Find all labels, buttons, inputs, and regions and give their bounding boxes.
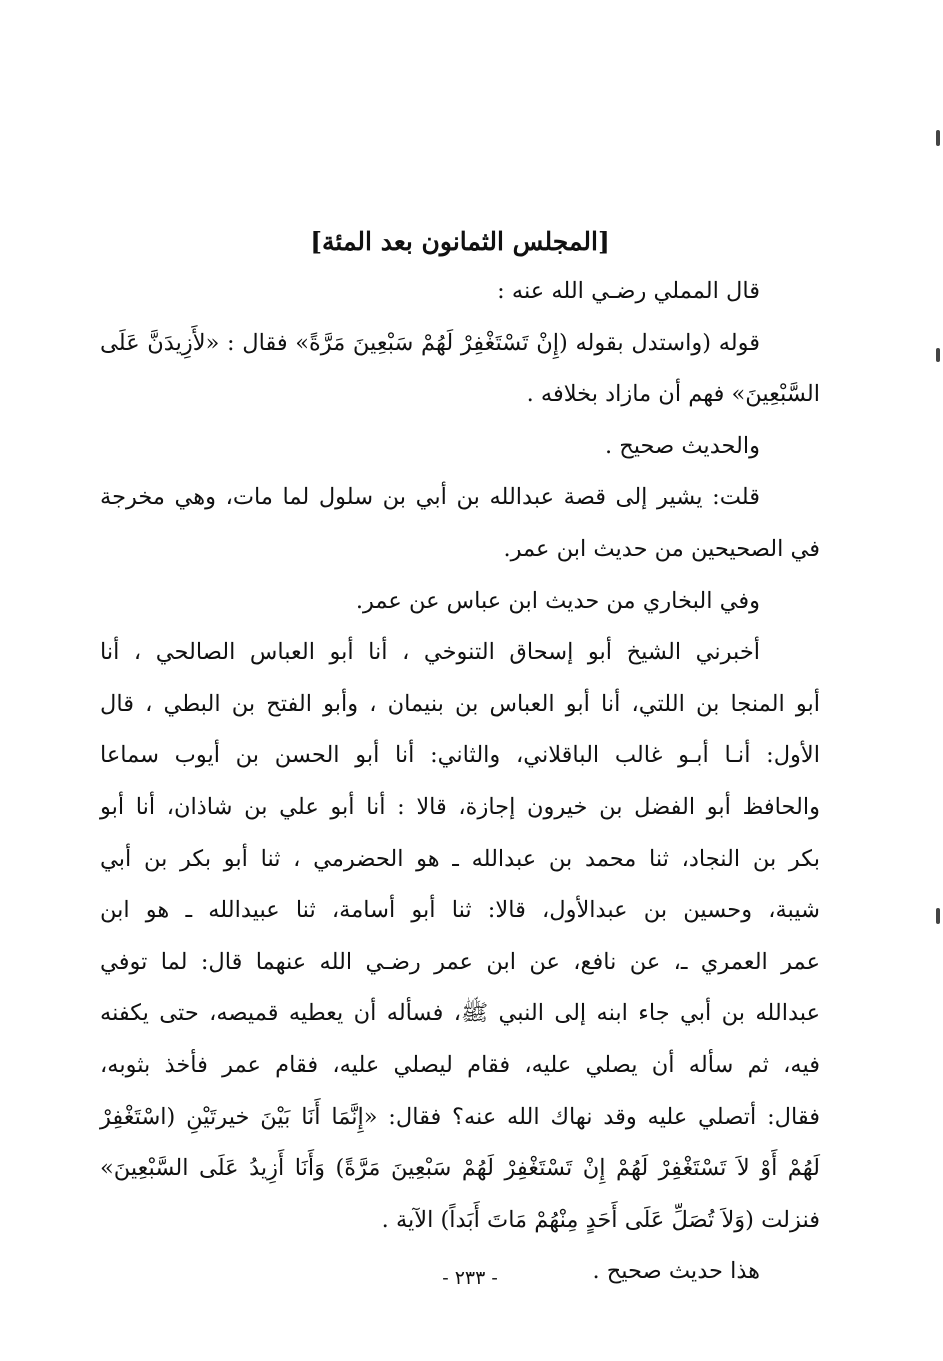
chapter-title: [المجلس الثمانون بعد المئة] [310,227,610,256]
scan-edge-mark [936,130,940,146]
text-line: عبدالله بن أبي جاء ابنه إلى النبي ﷺ، فسأله أن يعطيه قميصه، حتى يكفنه [100,1000,820,1027]
page-body [100,218,820,1298]
text-line: بكر بن النجاد، ثنا محمد بن عبدالله ـ هو الحضرمي ، ثنا أبو بكر بن أبي [100,845,820,872]
text-line: فيه، ثم سأله أن يصلي عليه، فقام ليصلي عليه، فقام عمر فأخذ بثوبه، [100,1051,820,1078]
text-line: قال المملي رضـي الله عنه : [497,278,760,304]
scan-edge-mark [936,348,940,362]
text-line: عمر العمري ـ، عن نافع، عن ابن عمر رضـي الله عنهما قال: لما توفي [100,948,820,975]
text-line: في الصحيحين من حديث ابن عمر. [503,535,820,562]
text-line: أخبرني الشيخ أبو إسحاق التنوخي ، أنا أبو العباس الصالحي ، أنا [100,639,760,666]
text-line: لَهُمْ أَوْ لاَ تَسْتَغْفِرْ لَهُمْ إِنْ تَسْتَغْفِرْ لَهُمْ سَبْعِينَ مَرَّةً) وَأَنَا أَزِيدُ عَلَى السَّبْعِينَ» [100,1155,820,1182]
text-line: قلت: يشير إلى قصة عبدالله بن أبي بن سلول لما مات، وهي مخرجة [100,484,760,511]
text-line: شيبة، وحسين بن عبدالأول، قالا: ثنا أبو أسامة، ثنا عبيدالله ـ هو ابن [100,897,820,924]
text-line: السَّبْعِينَ» فهم أن مازاد بخلافه . [526,381,820,408]
text-line: والحديث صحيح . [604,432,760,459]
text-line: فقال: أتصلي عليه وقد نهاك الله عنه؟ فقال: «إِنَّمَا أَنَا بَيْنَ خيرتَيْنِ (اسْتَغْفِرْ [100,1103,820,1130]
text-line: قوله (واستدل بقوله (إِنْ تَسْتَغْفِرْ لَهُمْ سَبْعِينَ مَرَّةً» فقال : «لأَزِيدَنَّ عَلَى [100,329,760,356]
text-line: فنزلت (وَلاَ تُصَلِّ عَلَى أَحَدٍ مِنْهُمْ مَاتَ أَبَداً) الآية . [381,1206,820,1233]
text-line: وفي البخاري من حديث ابن عباس عن عمر. [355,587,760,614]
text-line: والحافظ أبو الفضل بن خيرون إجازة، قالا : أنا أبو علي بن شاذان، أنا أبو [100,793,820,820]
text-line: الأول: أنـا أبـو غالب الباقلاني، والثاني: أنا أبو الحسن بن أيوب سماعا [100,742,820,769]
text-line: أبو المنجا بن اللتي، أنا أبو العباس بن بنيمان ، وأبو الفتح بن البطي ، قال [100,690,820,717]
scan-edge-mark [936,908,940,924]
page-number: - ٢٣٣ - [442,1267,498,1289]
text-line: هذا حديث صحيح . [592,1258,760,1285]
